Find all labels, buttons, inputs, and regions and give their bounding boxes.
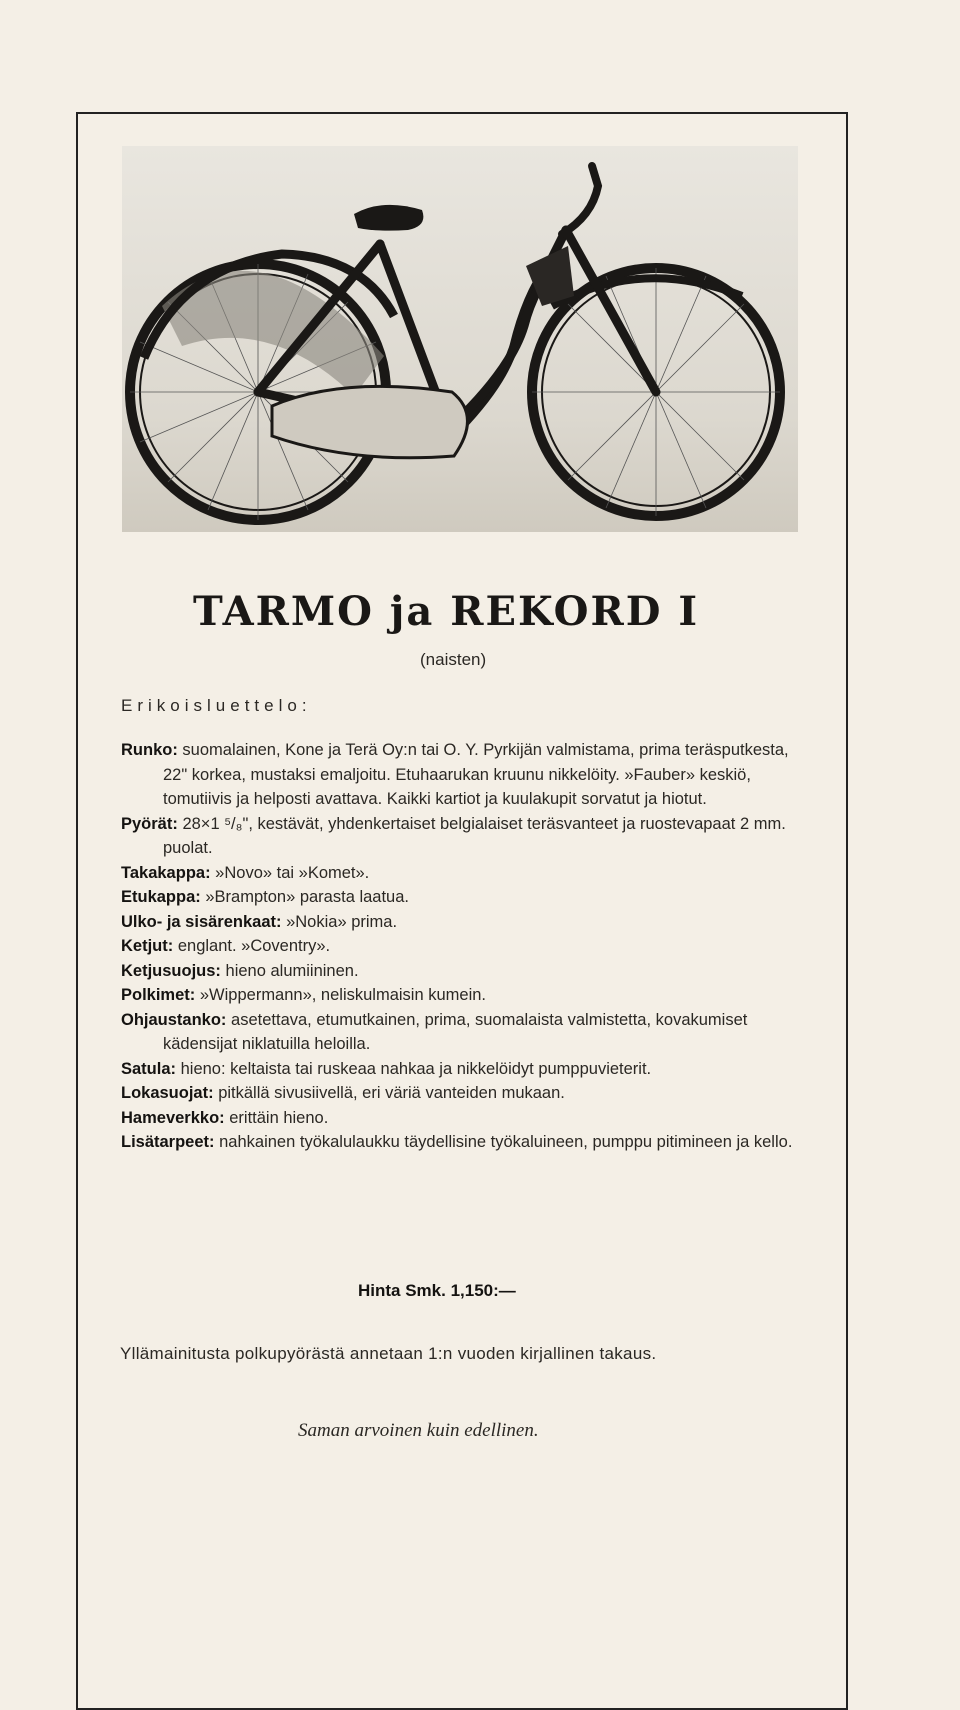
spec-text: englant. »Coventry». (177, 937, 331, 955)
frame-top-rule (76, 112, 848, 114)
spec-key: Etukappa: (121, 888, 201, 906)
page-title: TARMO ja REKORD I (193, 588, 700, 635)
spec-text: suomalainen, Kone ja Terä Oy:n tai O. Y. Pyrkijän valmistama, prima teräsputkesta, 22" korkea, mustaksi emaljoitu. Etuhaarukan kruunu nikkelöity. »Fauber» keskiö, tomutiivis ja helposti avattava. Kaikki kartiot ja kuulakupit sorvatut ja hiotut. (163, 741, 789, 808)
spec-item (121, 983, 811, 1008)
spec-key: Ohjaustanko: (121, 1010, 227, 1029)
spec-list (121, 738, 811, 1155)
frame-right-rule (846, 112, 848, 1710)
spec-text: »Novo» tai »Komet». (215, 863, 370, 882)
saddle (354, 205, 423, 231)
spec-item (121, 1081, 811, 1106)
spec-key: Ketjusuojus: (121, 961, 221, 980)
spec-key: Runko: (121, 741, 178, 759)
spec-item (121, 885, 811, 910)
spec-item (121, 959, 811, 984)
spec-text: asetettava, etumutkainen, prima, suomalaista valmistetta, kovakumiset kädensijat niklatuilla heloilla. (163, 1010, 748, 1053)
frame-left-rule (76, 112, 78, 1710)
spec-key: Polkimet: (121, 986, 196, 1004)
footer-caption: Saman arvoinen kuin edellinen. (298, 1420, 539, 1441)
spec-text: pitkällä sivusiivellä, eri väriä vanteiden mukaan. (218, 1084, 565, 1102)
spec-key: Lisätarpeet: (121, 1133, 215, 1151)
spec-text: 28×1 ⁵/₈", kestävät, yhdenkertaiset belgialaiset teräsvanteet ja ruostevapaat 2 mm. puolat. (163, 814, 786, 857)
spec-key: Satula: (121, 1059, 177, 1078)
handlebar (562, 166, 598, 234)
spec-item (121, 934, 811, 959)
spec-key: Takakappa: (121, 863, 211, 882)
spec-item (121, 1106, 811, 1131)
spec-item (121, 812, 811, 861)
front-mudguard (552, 278, 742, 306)
catalog-label: Erikoisluettelo: (121, 696, 312, 715)
spec-key: Ketjut: (121, 937, 174, 955)
spec-text: »Brampton» parasta laatua. (205, 888, 409, 906)
spec-item (121, 1008, 811, 1057)
spec-key: Ulko- ja sisärenkaat: (121, 912, 282, 931)
spec-key: Hameverkko: (121, 1108, 225, 1127)
spec-text: erittäin hieno. (229, 1108, 329, 1127)
spec-text: nahkainen työkalulaukku täydellisine työkaluineen, pumppu pitimineen ja kello. (219, 1133, 793, 1151)
page-subtitle: (naisten) (420, 650, 487, 669)
warranty-line: Yllämainitusta polkupyörästä annetaan 1:n vuoden kirjallinen takaus. (120, 1344, 657, 1363)
bicycle-photo (122, 146, 798, 532)
spec-text: »Nokia» prima. (286, 912, 398, 931)
spec-key: Lokasuojat: (121, 1084, 214, 1102)
spec-text: hieno: keltaista tai ruskeaa nahkaa ja nikkelöidyt pumppuvieterit. (180, 1059, 652, 1078)
spec-item (121, 861, 811, 886)
spec-item (121, 1130, 811, 1155)
spec-item (121, 1057, 811, 1082)
spec-item (121, 910, 811, 935)
spec-item (121, 738, 811, 812)
price-line: Hinta Smk. 1,150:— (358, 1281, 516, 1300)
spec-text: »Wippermann», neliskulmaisin kumein. (199, 986, 486, 1004)
chain-guard (272, 386, 468, 457)
spec-key: Pyörät: (121, 814, 178, 833)
spec-text: hieno alumiininen. (225, 961, 359, 980)
